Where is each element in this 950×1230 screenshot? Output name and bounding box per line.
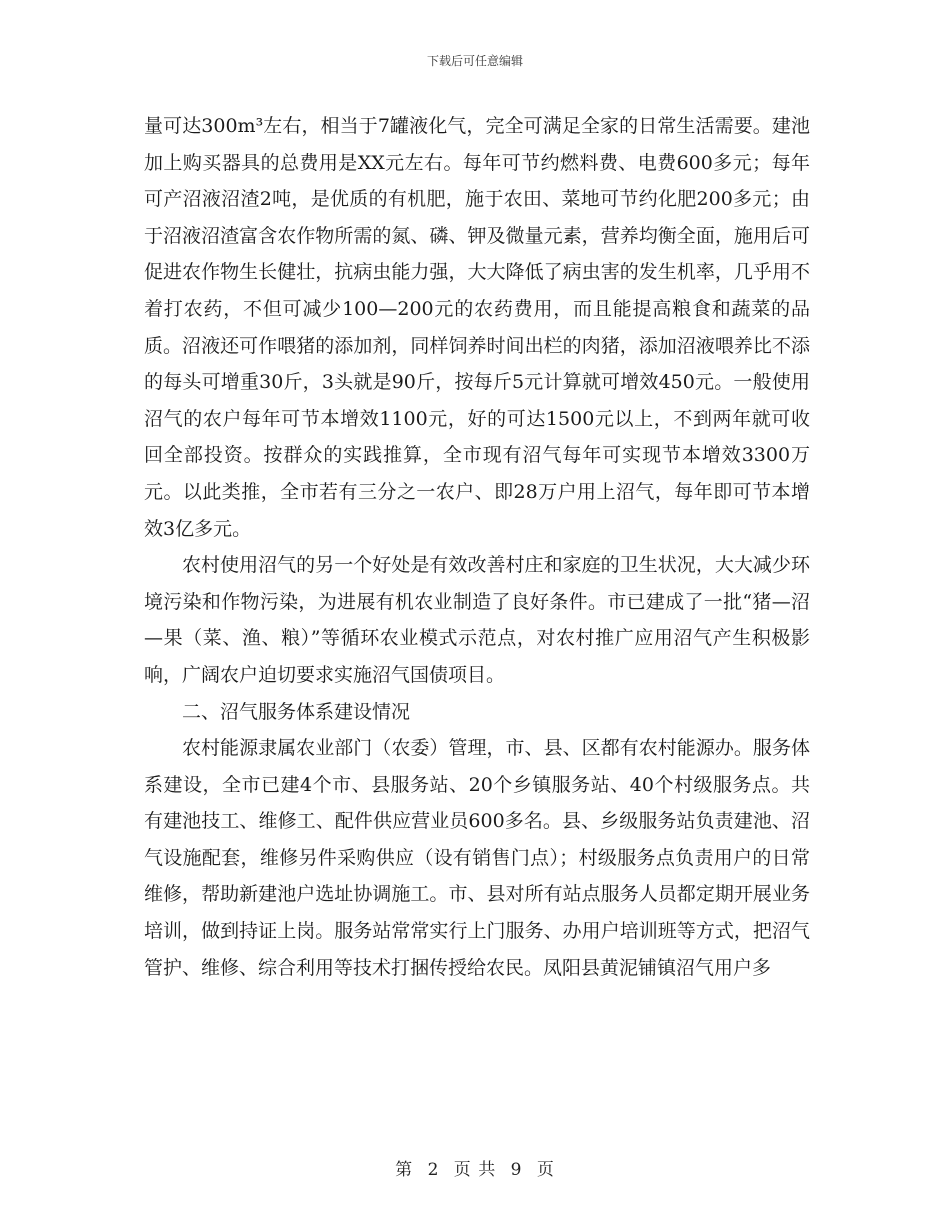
page-header (0, 52, 950, 69)
page-footer (0, 1155, 950, 1180)
document-body (144, 108, 810, 986)
paragraph-benefits-cost: 量可达300m³左右，相当于7罐液化气，完全可满足全家的日常生活需要。建池加上购买器具的总费用是XX元左右。每年可节约燃料费、电费600多元；每年可产沼液沼渣2吨，是优质的有机肥，施于农田、菜地可节约化肥200多元；由于沼液沼渣富含农作物所需的氮、磷、钾及微量元素，营养均衡全面，施用后可促进农作物生长健壮，抗病虫能力强，大大降低了病虫害的发生机率，几乎用不着打农药，不但可减少100—200元的农药费用，而且能提高粮食和蔬菜的品质。沼液还可作喂猪的添加剂，同样饲养时间出栏的肉猪，添加沼液喂养比不添的每头可增重30斤，3头就是90斤，按每斤5元计算就可增效450元。一般使用沼气的农户每年可节本增效1100元，好的可达1500元以上，不到两年就可收回全部投资。按群众的实践推算，全市现有沼气每年可实现节本增效3300万元。以此类推，全市若有三分之一农户、即28万户用上沼气，每年即可节本增效3亿多元。 (144, 115, 810, 540)
footer-middle: 页 共 (453, 1160, 497, 1180)
footer-page-number: 2 (427, 1160, 440, 1180)
footer-prefix: 第 (395, 1160, 414, 1180)
header-text: 下载后可任意编辑 (426, 54, 523, 68)
paragraph-service-system: 农村能源隶属农业部门（农委）管理，市、县、区都有农村能源办。服务体系建设，全市已建4个市、县服务站、20个乡镇服务站、40个村级服务点。共有建池技工、维修工、配件供应营业员600多名。县、乡级服务站负责建池、沼气设施配套，维修另件采购供应（设有销售门点）；村级服务点负责用户的日常维修，帮助新建池户选址协调施工。市、县对所有站点服务人员都定期开展业务培训，做到持证上岗。服务站常常实行上门服务、办用户培训班等方式，把沼气管护、维修、综合利用等技术打捆传授给农民。凤阳县黄泥铺镇沼气用户多 (144, 737, 810, 979)
footer-total-pages: 9 (510, 1160, 523, 1180)
footer-suffix: 页 (536, 1160, 555, 1180)
paragraph-hygiene: 农村使用沼气的另一个好处是有效改善村庄和家庭的卫生状况，大大减少环境污染和作物污染，为进展有机农业制造了良好条件。市已建成了一批“猪—沼—果（菜、渔、粮）”等循环农业模式示范点，对农村推广应用沼气产生积极影响，广阔农户迫切要求实施沼气国债项目。 (144, 554, 810, 686)
section-heading-service-system: 二、沼气服务体系建设情况 (182, 700, 411, 723)
